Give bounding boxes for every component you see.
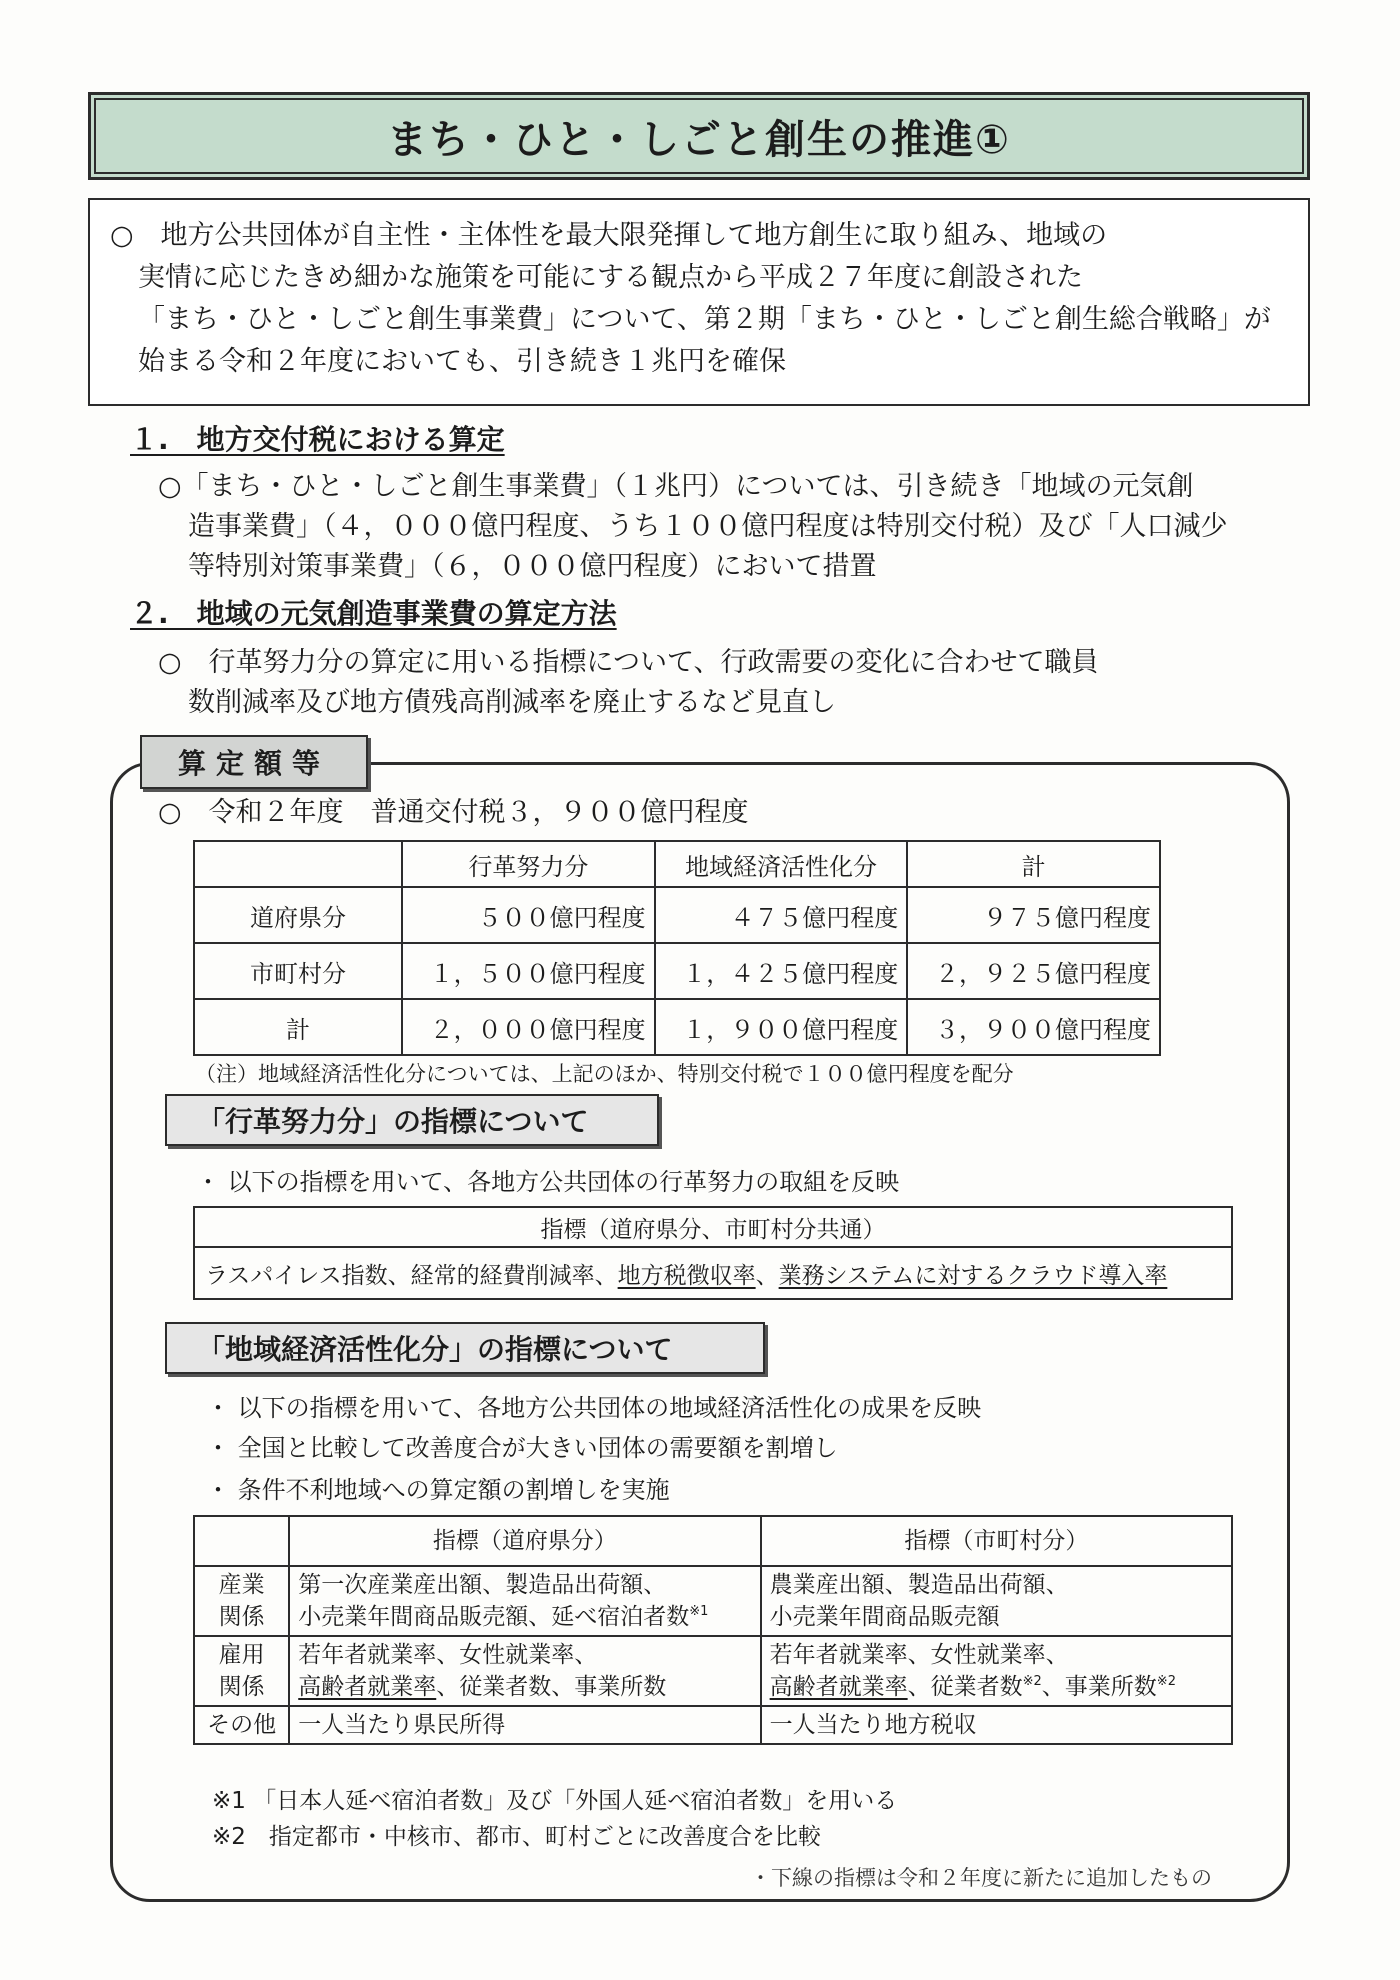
- footnote-mark: ※1: [689, 1604, 709, 1619]
- section-1-heading: １. 地方交付税における算定: [130, 423, 505, 456]
- econ-heading: 「地域経済活性化分」の指標について: [165, 1322, 765, 1374]
- econ-bullet: ・ 以下の指標を用いて、各地方公共団体の地域経済活性化の成果を反映: [206, 1394, 982, 1422]
- table-row: [194, 943, 1160, 999]
- section-1-line: ○「まち・ひと・しごと創生事業費」（１兆円）については、引き続き「地域の元気創: [158, 471, 1194, 502]
- table-cell: ９７５億円程度: [907, 887, 1160, 943]
- section-2-heading: ２. 地域の元気創造事業費の算定方法: [130, 597, 617, 630]
- section-2-line: 数削減率及び地方債残高削減率を廃止するなど見直し: [188, 687, 836, 718]
- table-cell: １，５００億円程度: [402, 943, 655, 999]
- table-header-cell: 指標（市町村分）: [761, 1516, 1232, 1566]
- table-row: [194, 1706, 1232, 1744]
- new-indicator-text: 高齢者就業率: [298, 1674, 437, 1700]
- calculation-lead: ○ 令和２年度 普通交付税３，９００億円程度: [158, 797, 749, 828]
- summary-line: 実情に応じたきめ細かな施策を可能にする観点から平成２７年度に創設された: [138, 262, 1083, 293]
- table-cell: ５００億円程度: [402, 887, 655, 943]
- section-1-line: 造事業費」（４，０００億円程度、うち１００億円程度は特別交付税）及び「人口減少: [188, 511, 1228, 542]
- summary-line: 始まる令和２年度においても、引き続き１兆円を確保: [138, 346, 786, 377]
- row-label: 産業 関係: [194, 1566, 289, 1636]
- cell-line: 農業産出額、製造品出荷額、: [769, 1572, 1069, 1598]
- table-header-cell: [194, 841, 402, 887]
- econ-bullet: ・ 条件不利地域への算定額の割増しを実施: [206, 1476, 670, 1504]
- row-label: その他: [194, 1706, 289, 1744]
- econ-bullet: ・ 全国と比較して改善度合が大きい団体の需要額を割増し: [206, 1434, 838, 1462]
- footnote-mark: ※2: [1156, 1674, 1176, 1689]
- table-row: [194, 887, 1160, 943]
- row-label: 雇用 関係: [194, 1636, 289, 1706]
- table-header-cell: 指標（道府県分、市町村分共通）: [194, 1207, 1232, 1247]
- cell-line: 若年者就業率、女性就業率、: [769, 1642, 1069, 1668]
- footnote-mark: ※2: [1022, 1674, 1042, 1689]
- summary-line: 「まち・ひと・しごと創生事業費」について、第２期「まち・ひと・しごと創生総合戦略」が: [138, 304, 1271, 335]
- table-cell: ３，９００億円程度: [907, 999, 1160, 1055]
- table-cell: 一人当たり県民所得: [289, 1706, 760, 1744]
- underline-legend: ・下線の指標は令和２年度に新たに追加したもの: [750, 1866, 1212, 1890]
- cell-text: 小売業年間商品販売額、延べ宿泊者数: [298, 1604, 690, 1630]
- row-label: 道府県分: [194, 887, 402, 943]
- table-cell: ２，９２５億円程度: [907, 943, 1160, 999]
- table-cell: [761, 1566, 1232, 1636]
- cell-text: 、従業者数: [907, 1674, 1023, 1700]
- table-cell: １，９００億円程度: [655, 999, 908, 1055]
- footnote: ※1 「日本人延べ宿泊者数」及び「外国人延べ宿泊者数」を用いる: [212, 1788, 898, 1814]
- reform-indicator-cell: [194, 1247, 1232, 1299]
- footnote: ※2 指定都市・中核市、都市、町村ごとに改善度合を比較: [212, 1824, 821, 1850]
- cell-line: 若年者就業率、女性就業率、: [298, 1642, 598, 1668]
- cell-text: 、事業所数: [1041, 1674, 1157, 1700]
- table-cell: [289, 1566, 760, 1636]
- table-row: [194, 1636, 1232, 1706]
- cell-line: 小売業年間商品販売額: [769, 1604, 1000, 1630]
- table-cell: １，４２５億円程度: [655, 943, 908, 999]
- row-label: 市町村分: [194, 943, 402, 999]
- summary-box: [88, 198, 1310, 406]
- table-header-cell: 指標（道府県分）: [289, 1516, 760, 1566]
- summary-line: ○ 地方公共団体が自主性・主体性を最大限発揮して地方創生に取り組み、地域の: [110, 220, 1108, 251]
- table-note: （注）地域経済活性化分については、上記のほか、特別交付税で１００億円程度を配分: [195, 1062, 1014, 1086]
- new-indicator-text: 地方税徴収率: [617, 1262, 756, 1289]
- section-1-line: 等特別対策事業費」（６，０００億円程度）において措置: [188, 551, 877, 582]
- table-cell: [289, 1636, 760, 1706]
- econ-indicator-table: [193, 1515, 1233, 1745]
- table-row: [194, 999, 1160, 1055]
- table-header-cell: 地域経済活性化分: [655, 841, 908, 887]
- separator-text: 、: [755, 1262, 779, 1289]
- new-indicator-text: 業務システムに対するクラウド導入率: [778, 1262, 1168, 1289]
- reform-bullet: ・ 以下の指標を用いて、各地方公共団体の行革努力の取組を反映: [196, 1168, 900, 1196]
- cell-line: [298, 1601, 751, 1633]
- table-header-cell: 計: [907, 841, 1160, 887]
- cell-line: [298, 1671, 751, 1703]
- indicator-text: ラスパイレス指数、経常的経費削減率、: [205, 1262, 618, 1289]
- reform-indicator-table: [193, 1206, 1233, 1300]
- new-indicator-text: 高齢者就業率: [769, 1674, 908, 1700]
- section-2-line: ○ 行革努力分の算定に用いる指標について、行政需要の変化に合わせて職員: [158, 647, 1099, 678]
- table-row: [194, 1566, 1232, 1636]
- table-cell: ４７５億円程度: [655, 887, 908, 943]
- row-label: 計: [194, 999, 402, 1055]
- table-header-cell: 行革努力分: [402, 841, 655, 887]
- title-bar: [88, 92, 1310, 180]
- reform-heading: 「行革努力分」の指標について: [165, 1094, 659, 1146]
- calculation-tab-label: 算定額等: [140, 735, 368, 789]
- page-title: まち・ひと・しごと創生の推進①: [387, 116, 1011, 163]
- table-header-cell: [194, 1516, 289, 1566]
- cell-line: 第一次産業産出額、製造品出荷額、: [298, 1572, 667, 1598]
- table-cell: ２，０００億円程度: [402, 999, 655, 1055]
- table-cell: 一人当たり地方税収: [761, 1706, 1232, 1744]
- cell-line: [770, 1671, 1223, 1703]
- amount-table: [193, 840, 1161, 1056]
- table-header-row: [194, 841, 1160, 887]
- cell-text: 、従業者数、事業所数: [436, 1674, 667, 1700]
- table-cell: [761, 1636, 1232, 1706]
